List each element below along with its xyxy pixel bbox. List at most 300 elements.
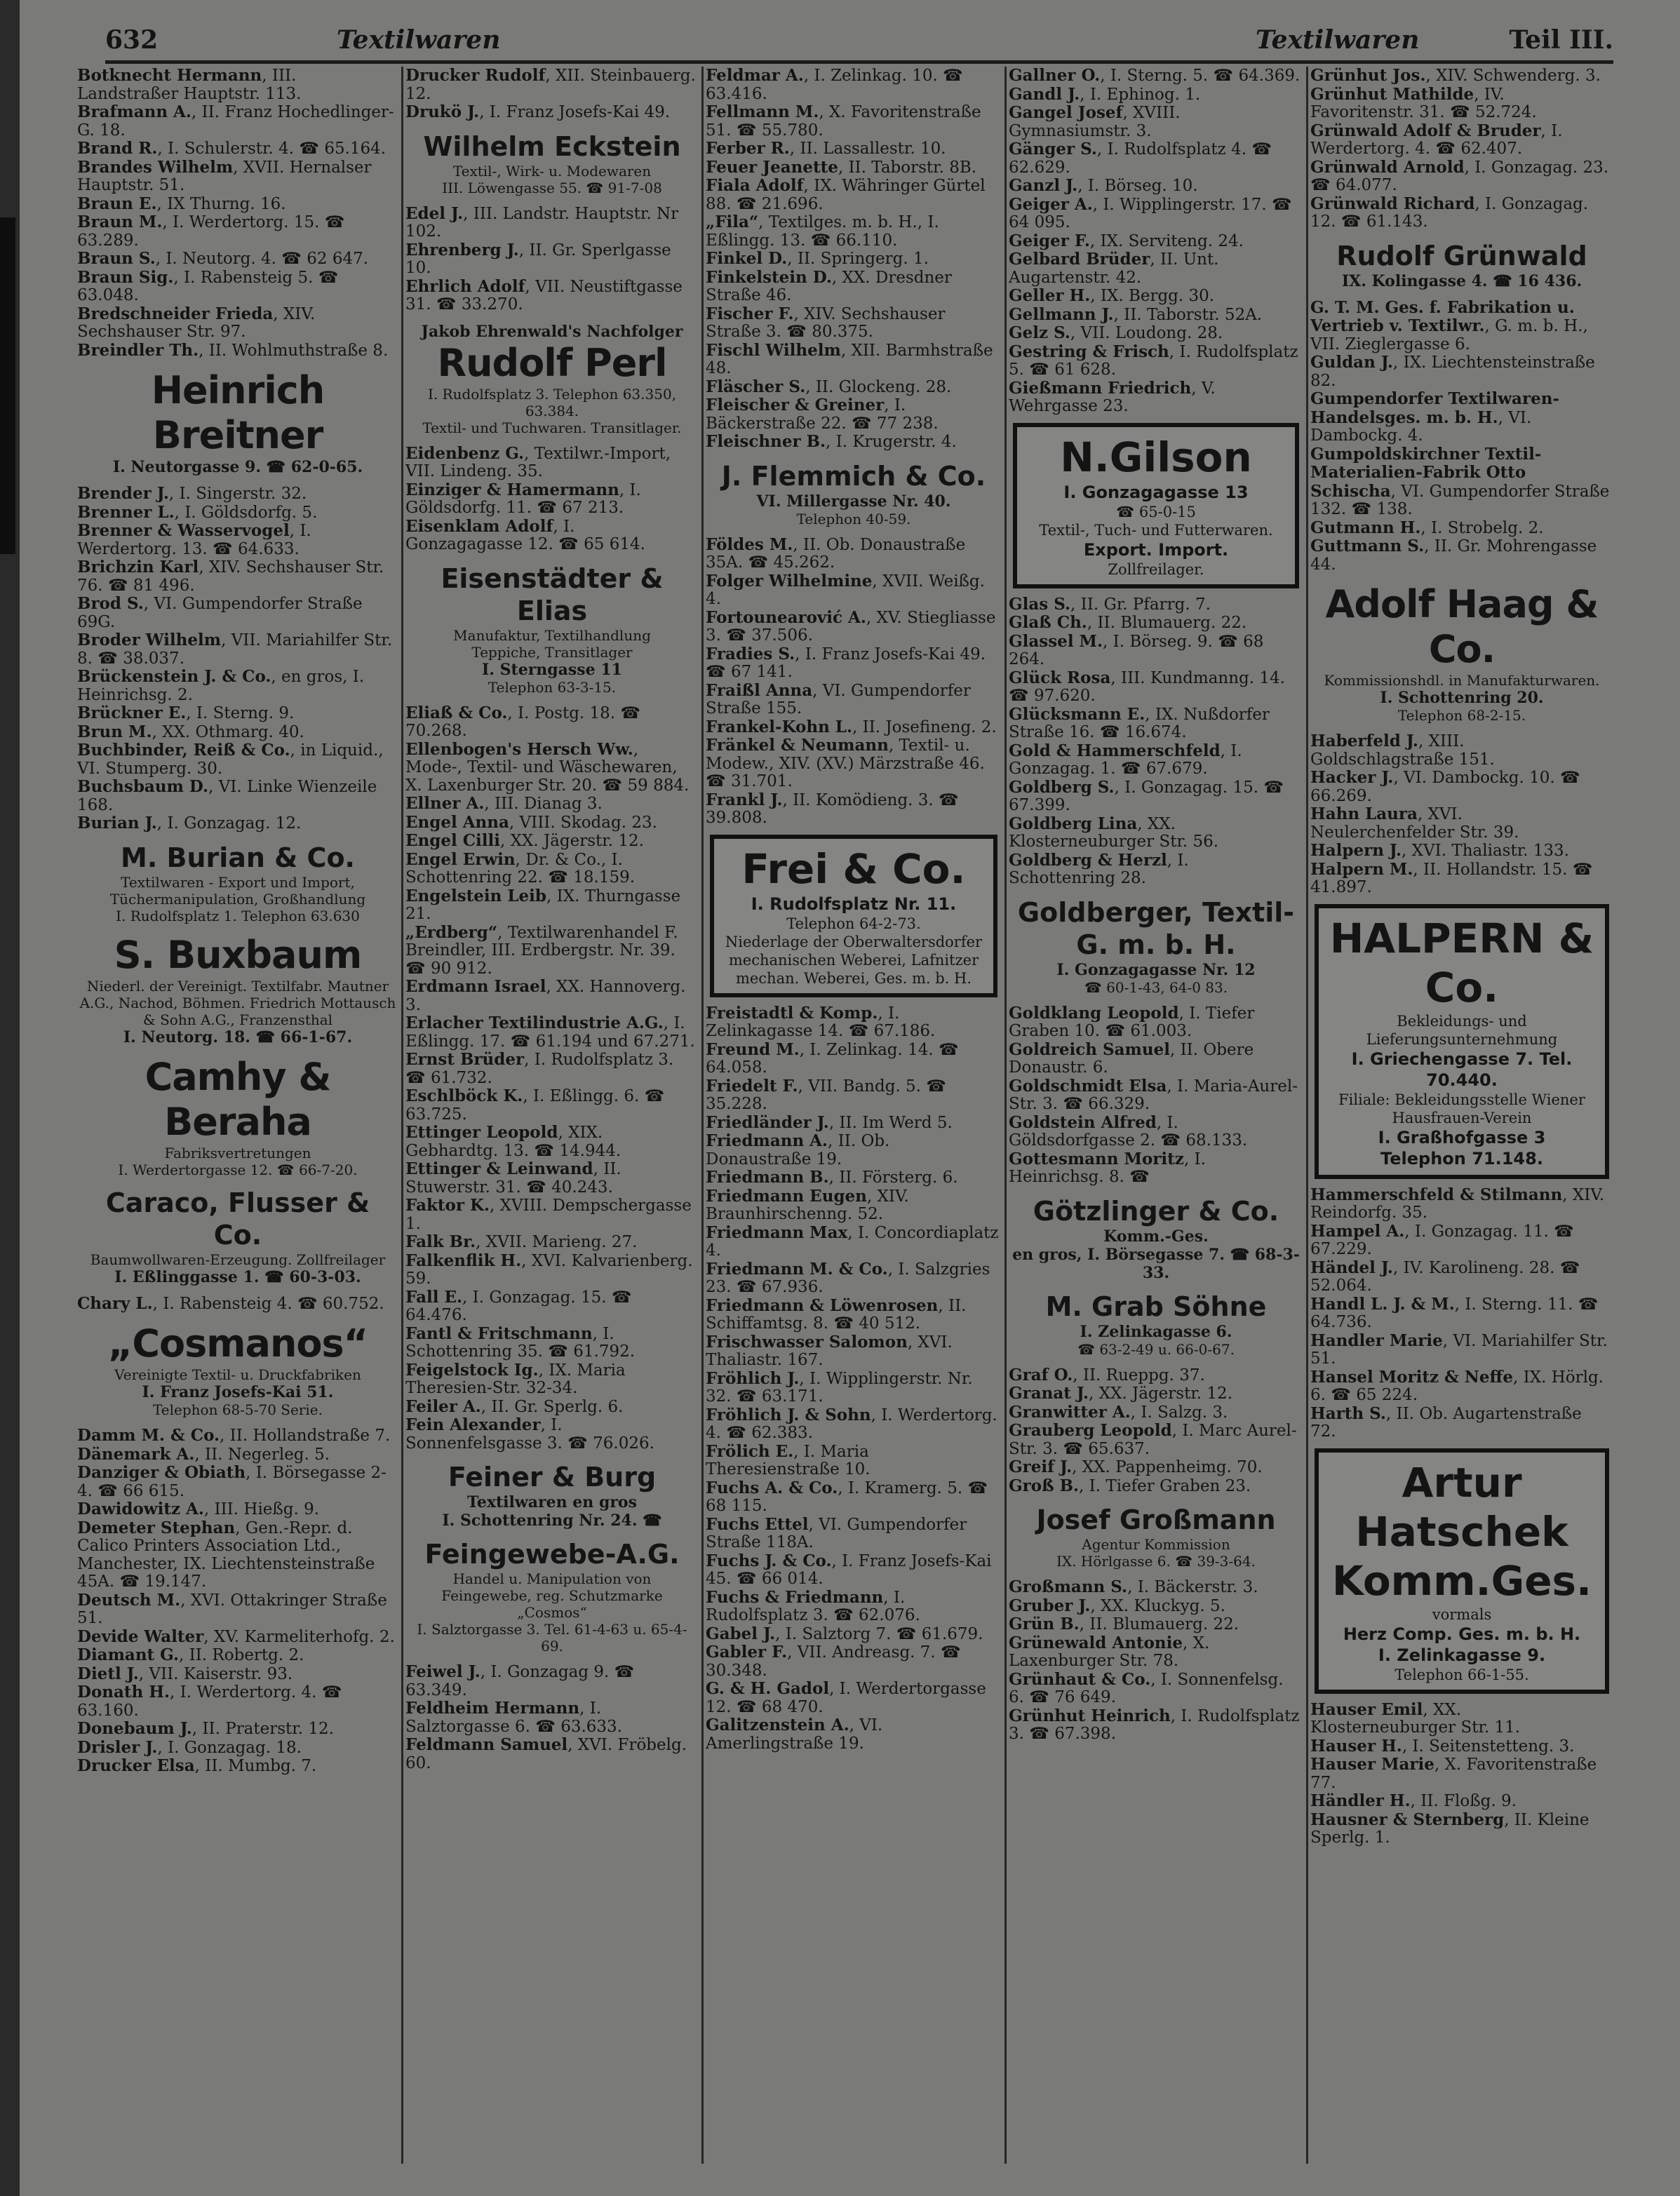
directory-entry <box>706 1004 999 1041</box>
ad-line: Caraco, Flusser & Co. <box>105 1187 370 1251</box>
advertisement <box>407 323 697 436</box>
directory-entry <box>1009 1041 1301 1077</box>
directory-entry <box>706 1187 999 1224</box>
entry-details: , XX. Pappenheimg. 70. <box>1072 1458 1263 1476</box>
entry-name: Feigelstock Ig. <box>405 1360 539 1380</box>
directory-entry <box>77 704 396 723</box>
entry-details: , II. Försterg. 6. <box>828 1168 958 1187</box>
directory-entry <box>77 741 396 778</box>
directory-entry <box>405 795 696 814</box>
entry-details: , I. Gonzagag. 11. ☎ 67.229. <box>1310 1222 1574 1258</box>
entry-details: , II. Stuwerstr. 31. ☎ 40.243. <box>405 1160 621 1197</box>
directory-entry <box>1009 196 1301 232</box>
directory-entry <box>405 1325 696 1361</box>
advertisement <box>1010 1504 1302 1570</box>
ad-line: M. Burian & Co. <box>121 842 355 873</box>
entry-name: Grünhut Mathilde <box>1310 84 1474 104</box>
entry-name: Ferber R. <box>706 139 790 158</box>
entry-name: Braun E. <box>77 194 157 213</box>
entry-name: Galitzenstein A. <box>706 1716 849 1734</box>
advertisement <box>79 1055 397 1178</box>
entry-details: , III. Hießg. 9. <box>203 1500 320 1518</box>
directory-entry <box>77 522 396 558</box>
ad-line: Eisenstädter & Elias <box>441 563 664 626</box>
directory-entry <box>405 1087 696 1124</box>
directory-entry <box>1009 633 1301 669</box>
entry-details: , II. Taborstr. 8B. <box>838 158 977 177</box>
entry-name: Eliaß & Co. <box>405 703 508 722</box>
directory-entry <box>706 1406 999 1443</box>
entry-details: , IX. Hörlg. 6. ☎ 65 224. <box>1310 1368 1604 1404</box>
entry-name: Hauser Emil <box>1310 1699 1423 1719</box>
entry-name: Fläscher S. <box>706 377 806 396</box>
entry-details: , I. Göldsdorfgasse 2. ☎ 68.133. <box>1009 1113 1248 1150</box>
entry-name: Diamant G. <box>77 1645 180 1664</box>
entry-details: , III. Landstr. Hauptstr. Nr 102. <box>405 204 679 241</box>
ad-line: I. Rudolfsplatz 3. Telephon 63.350, 63.384. <box>427 385 677 419</box>
entry-details: , IX. Serviteng. 24. <box>1089 231 1244 250</box>
directory-entry <box>1009 86 1301 105</box>
ad-line: Josef Großmann <box>1036 1504 1276 1535</box>
entry-details: , VII. Neustiftgasse 31. ☎ 33.270. <box>405 277 683 314</box>
entry-name: „Erdberg“ <box>405 922 498 942</box>
entry-details: , XX. Kluckyg. 5. <box>1090 1596 1225 1615</box>
ad-line: VI. Millergasse Nr. 40. <box>756 492 951 511</box>
book-spine-shadow-dark <box>0 217 15 554</box>
entry-name: Handl L. J. & M. <box>1310 1294 1455 1314</box>
directory-entry <box>405 481 696 518</box>
entry-details: , I. Werdertorgasse 12. ☎ 68 470. <box>706 1680 986 1716</box>
directory-entry <box>1310 1332 1611 1368</box>
ad-line: Kommissionshdl. in Manufakturwaren. <box>1324 672 1600 689</box>
entry-name: Donath H. <box>77 1683 170 1702</box>
directory-entry <box>77 1464 396 1500</box>
ad-line: Telephon 71.148. <box>1380 1148 1543 1168</box>
directory-entry <box>405 1124 696 1160</box>
entry-name: Frankel-Kohn L. <box>706 717 852 736</box>
entry-name: Fuchs & Friedmann <box>706 1587 884 1607</box>
entry-name: Fein Alexander <box>405 1415 541 1434</box>
directory-entry <box>706 1643 999 1680</box>
entry-details: , I. Göldsdorfg. 5. <box>174 503 318 522</box>
directory-entry <box>706 1260 999 1297</box>
entry-details: , I. Singerstr. 32. <box>168 485 307 503</box>
entry-name: Goldklang Leopold <box>1009 1003 1179 1023</box>
ad-line: Agentur Kommission <box>1082 1536 1230 1553</box>
directory-entry <box>77 485 396 504</box>
entry-name: Braun S. <box>77 249 156 268</box>
directory-entry <box>1009 1150 1301 1187</box>
directory-entry <box>706 1625 999 1644</box>
entry-details: , X. Laxenburger Str. 78. <box>1009 1633 1210 1670</box>
ad-line: Goldberger, Textil-G. m. b. H. <box>1017 896 1295 960</box>
ad-line: Textilwaren en gros <box>467 1493 637 1511</box>
ad-line: I. Werdertorgasse 12. ☎ 66-7-20. <box>118 1161 358 1178</box>
entry-name: Brichzin Karl <box>77 558 199 577</box>
directory-entry <box>1009 250 1301 287</box>
entry-name: Gandl J. <box>1009 84 1080 104</box>
directory-entry <box>405 1014 696 1051</box>
ad-line: Textil-, Tuch- und Futterwaren. <box>1039 521 1273 539</box>
directory-entry <box>77 504 396 523</box>
entry-name: Freistadtl & Komp. <box>706 1003 878 1023</box>
directory-entry <box>77 103 396 140</box>
entry-name: Deutsch M. <box>77 1590 181 1610</box>
entry-name: Engelstein Leib <box>405 886 547 905</box>
entry-details: , II. Negerleg. 5. <box>194 1445 330 1464</box>
entry-name: Braun Sig. <box>77 267 174 287</box>
directory-entry <box>706 177 999 213</box>
advertisement <box>79 933 397 1046</box>
entry-name: Goldberg S. <box>1009 777 1115 797</box>
entry-details: , II. Franz Hochedlinger-G. 18. <box>77 103 394 140</box>
entry-details: , I. Seitenstetteng. 3. <box>1402 1737 1575 1756</box>
ad-line: Telephon 68-2-15. <box>1397 707 1526 724</box>
page-header <box>105 21 1613 63</box>
ad-line: I. Sterngasse 11 <box>482 660 622 679</box>
directory-entry <box>1310 519 1611 538</box>
entry-details: , II. Gr. Sperlg. 6. <box>481 1397 624 1416</box>
entry-details: , Textil- u. Modew., XIV. (XV.) Märzstraße 46. ☎ 31.701. <box>706 736 985 790</box>
ad-line: M. Grab Söhne <box>1045 1291 1267 1322</box>
entry-name: Edel J. <box>405 203 464 223</box>
entry-details: , III. Landstraßer Hauptstr. 113. <box>77 67 302 103</box>
ad-line: en gros, I. Börsegasse 7. ☎ 68-3-33. <box>1012 1245 1300 1282</box>
entry-details: , I. Franz Josefs-Kai 45. ☎ 66 014. <box>706 1551 992 1588</box>
entry-name: Friedmann B. <box>706 1168 829 1187</box>
entry-details: , II. Robertg. 2. <box>179 1646 304 1664</box>
entry-details: , I. Franz Josefs-Kai 49. <box>479 103 671 121</box>
directory-entry <box>706 1077 999 1114</box>
entry-name: Brenner & Wasservogel <box>77 521 290 540</box>
directory-entry <box>1009 67 1301 86</box>
entry-details: , VII. Mariahilfer Str. 8. ☎ 38.037. <box>77 631 393 668</box>
ad-line: Zollfreilager. <box>1108 560 1204 578</box>
directory-entry <box>1009 1004 1301 1041</box>
directory-entry <box>706 140 999 159</box>
ad-line: Bekleidungs- und Lieferungsunternehmung <box>1366 1012 1558 1048</box>
directory-entry <box>706 103 999 140</box>
directory-entry <box>1310 390 1611 445</box>
directory-entry <box>706 1589 999 1625</box>
directory-entry <box>1009 379 1301 416</box>
advertisement <box>407 1538 697 1655</box>
directory-entry <box>77 213 396 250</box>
entry-details: , I. Salzg. 3. <box>1130 1403 1228 1422</box>
directory-entry <box>1009 669 1301 706</box>
advertisement <box>407 1461 697 1530</box>
entry-details: , I. Franz Josefs-Kai 49. ☎ 67 141. <box>706 645 986 681</box>
entry-name: Brenner L. <box>77 502 175 522</box>
ad-line: N.Gilson <box>1060 433 1252 481</box>
directory-entry <box>1009 1403 1301 1422</box>
directory-entry <box>77 1628 396 1647</box>
directory-entry <box>1009 140 1301 177</box>
entry-details: , VIII. Skodag. 23. <box>509 813 657 832</box>
directory-entry <box>77 1427 396 1446</box>
entry-name: Chary L. <box>77 1293 153 1313</box>
directory-entry <box>77 305 396 342</box>
entry-details: , I. Sterng. 5. ☎ 64.369. <box>1100 67 1301 85</box>
entry-name: Guttmann S. <box>1310 537 1425 555</box>
directory-entry <box>706 682 999 718</box>
entry-name: Gumpoldskirchner Textil-Materialien-Fabrik Otto Schischa <box>1310 444 1542 501</box>
entry-name: Grauberg Leopold <box>1009 1421 1172 1440</box>
directory-entry <box>405 814 696 833</box>
entry-name: Fröhlich J. & Sohn <box>706 1405 871 1424</box>
entry-details: , XIII. Goldschlagstraße 151. <box>1310 732 1495 769</box>
entry-name: Faktor K. <box>405 1196 490 1215</box>
entry-name: Gießmann Friedrich <box>1009 378 1192 398</box>
entry-name: Fortounearović A. <box>706 607 866 627</box>
ad-line: Vereinigte Textil- u. Druckfabriken <box>114 1366 361 1383</box>
entry-name: Brückner E. <box>77 703 187 722</box>
directory-entry <box>1009 177 1301 196</box>
entry-details: , I. Concordiaplatz 4. <box>706 1223 999 1260</box>
entry-name: Feiwel J. <box>405 1662 481 1681</box>
directory-entry <box>405 1361 696 1398</box>
directory-entry <box>706 736 999 791</box>
ad-line: III. Löwengasse 55. ☎ 91-7-08 <box>442 179 662 196</box>
entry-name: Dietl J. <box>77 1664 139 1683</box>
entry-details: , I. Rudolfsplatz 4. ☎ 62.629. <box>1009 140 1272 177</box>
entry-details: , I. Wipplingerstr. Nr. 32. ☎ 63.171. <box>706 1369 973 1406</box>
directory-entry <box>405 978 696 1014</box>
entry-name: Bredschneider Frieda <box>77 304 274 323</box>
directory-entry <box>405 278 696 314</box>
directory-entry <box>1009 851 1301 888</box>
entry-name: Frölich E. <box>706 1441 794 1461</box>
advertisement <box>1312 582 1612 724</box>
entry-details: , XVI. Neulerchenfelder Str. 39. <box>1310 805 1519 842</box>
entry-details: , IX. Währinger Gürtel 88. ☎ 21.696. <box>706 177 986 213</box>
entry-name: Gelz S. <box>1009 323 1070 342</box>
entry-details: , II. Praterstr. 12. <box>191 1720 334 1738</box>
entry-details: , I. Werdertorg. 13. ☎ 64.633. <box>77 522 311 558</box>
entry-name: Gestring & Frisch <box>1009 342 1169 361</box>
column-1 <box>77 67 398 2164</box>
ad-line: Filiale: Bekleidungsstelle Wiener Hausfrauen-Verein <box>1338 1091 1585 1126</box>
column-2 <box>405 67 699 2164</box>
directory-entry <box>77 558 396 595</box>
ad-line: Telephon 68-5-70 Serie. <box>152 1401 323 1418</box>
ad-line: I. Franz Josefs-Kai 51. <box>142 1383 334 1401</box>
entry-details: , I. Rudolfsplatz 5. ☎ 61 628. <box>1009 342 1298 379</box>
entry-name: Burian J. <box>77 814 157 833</box>
ad-line: Telephon 66-1-55. <box>1395 1666 1529 1683</box>
entry-name: Friedmann Max <box>706 1222 848 1242</box>
entry-details: , I. Gonzagagasse 12. ☎ 65 614. <box>405 517 645 553</box>
directory-entry <box>1009 1477 1301 1496</box>
entry-name: Hansel Moritz & Neffe <box>1310 1367 1513 1387</box>
directory-entry <box>1009 287 1301 306</box>
directory-entry <box>77 140 396 159</box>
entry-name: Haberfeld J. <box>1310 732 1418 750</box>
directory-entry <box>405 103 696 122</box>
directory-entry <box>706 213 999 250</box>
directory-entry <box>706 378 999 397</box>
directory-entry <box>1009 1615 1301 1634</box>
entry-name: Geller H. <box>1009 286 1091 305</box>
entry-details: , X. Favoritenstraße 77. <box>1310 1756 1597 1792</box>
entry-name: Fantl & Fritschmann <box>405 1323 593 1343</box>
entry-details: , I. Kramerg. 5. ☎ 68 115. <box>706 1478 988 1515</box>
directory-entry <box>706 269 999 305</box>
ad-line: I. Rudolfsplatz 1. Telephon 63.630 <box>116 907 360 924</box>
directory-entry <box>77 1446 396 1464</box>
entry-details: , I. Eßlingg. 17. ☎ 61.194 und 67.271. <box>405 1014 695 1051</box>
entry-details: , I. Werdertorg. 4. ☎ 63.160. <box>77 1683 342 1720</box>
entry-details: , XIV. Schwenderg. 3. <box>1425 67 1601 85</box>
entry-name: Grünewald Antonie <box>1009 1633 1183 1652</box>
entry-details: , XX. Hannoverg. 3. <box>405 978 686 1014</box>
entry-name: Grünhaut & Co. <box>1009 1669 1151 1689</box>
entry-details: , II. Springerg. 1. <box>787 250 929 268</box>
entry-name: Botknecht Hermann <box>77 67 262 85</box>
directory-entry <box>1310 1811 1611 1847</box>
directory-entry <box>1009 232 1301 251</box>
entry-name: Falkenflik H. <box>405 1251 522 1270</box>
entry-details: , I. Neutorg. 4. ☎ 62 647. <box>155 250 369 268</box>
entry-details: , II. Im Werd 5. <box>828 1113 953 1132</box>
directory-entry <box>77 1295 396 1314</box>
directory-entry <box>77 1500 396 1519</box>
entry-name: Glaß Ch. <box>1009 613 1087 632</box>
ad-line: I. Neutorg. 18. ☎ 66-1-67. <box>123 1028 353 1046</box>
entry-name: Danziger & Obiath <box>77 1463 246 1482</box>
entry-name: Drisler J. <box>77 1737 158 1757</box>
entry-name: Fellmann M. <box>706 102 819 121</box>
entry-details: , XII. Barmhstraße 48. <box>706 341 993 377</box>
entry-name: Grünwald Arnold <box>1310 157 1465 177</box>
entry-name: Ellner A. <box>405 794 485 813</box>
entry-details: , I. Schottenring 35. ☎ 61.792. <box>405 1324 636 1361</box>
entry-details: , I. Werdertorg. 4. ☎ 62.407. <box>1310 121 1563 158</box>
entry-name: Friedmann A. <box>706 1131 828 1150</box>
entry-details: , I. Zelinkag. 10. ☎ 63.416. <box>706 67 963 103</box>
directory-entry <box>1310 1737 1611 1756</box>
directory-entry <box>405 1398 696 1417</box>
directory-entry <box>1009 1458 1301 1477</box>
entry-name: Hauser Marie <box>1310 1755 1434 1774</box>
entry-name: Braun M. <box>77 213 163 231</box>
entry-name: Drukö J. <box>405 102 480 121</box>
ad-line: I. Zelinkagasse 6. <box>1080 1322 1232 1341</box>
directory-entry <box>77 195 396 214</box>
directory-entry <box>1310 1368 1611 1405</box>
entry-name: Buchsbaum D. <box>77 777 209 796</box>
directory-entry <box>405 1197 696 1233</box>
entry-name: Broder Wilhelm <box>77 631 222 649</box>
entry-details: , I. Sonnenfelsg. 6. ☎ 76 649. <box>1009 1670 1284 1706</box>
entry-name: Engel Cilli <box>405 831 500 850</box>
directory-entry <box>1009 1422 1301 1458</box>
entry-details: , XVII. Weißg. 4. <box>706 572 985 608</box>
directory-entry <box>706 1333 999 1370</box>
entry-name: Gelbard Brüder <box>1009 250 1150 269</box>
entry-details: , II. Schiffamtsg. 8. ☎ 40 512. <box>706 1296 967 1333</box>
directory-entry <box>405 887 696 924</box>
directory-entry <box>1009 104 1301 140</box>
directory-entry <box>1009 1634 1301 1671</box>
entry-details: , I. Salztorgasse 6. ☎ 63.633. <box>405 1699 622 1736</box>
advertisement <box>79 1321 397 1418</box>
entry-name: Frischwasser Salomon <box>706 1332 908 1352</box>
entry-name: Friedmann Eugen <box>706 1186 867 1206</box>
entry-details: , I. Heinrichsg. 8. ☎ <box>1009 1150 1206 1186</box>
entry-details: , II. Josefineng. 2. <box>852 718 997 736</box>
directory-entry <box>1310 1792 1611 1811</box>
ad-line: Komm.-Ges. <box>1103 1227 1209 1246</box>
ad-line: Teppiche, Transitlager <box>471 643 633 661</box>
ad-line: I. Schottenring Nr. 24. ☎ <box>442 1511 662 1530</box>
directory-entry <box>1009 706 1301 742</box>
directory-entry <box>405 1252 696 1288</box>
directory-entry <box>77 269 396 305</box>
entry-name: Graf O. <box>1009 1365 1073 1385</box>
directory-entry <box>1009 1707 1301 1744</box>
directory-entry <box>706 1479 999 1516</box>
ad-line: I. Neutorgasse 9. ☎ 62-0-65. <box>112 458 363 476</box>
entry-details: , I. Werdertorg. 4. ☎ 62.383. <box>706 1406 997 1442</box>
directory-entry <box>1310 861 1611 897</box>
entry-details: , IV. Favoritenstr. 31. ☎ 52.724. <box>1310 85 1537 121</box>
entry-details: , XV. Stiegliasse 3. ☎ 37.506. <box>706 608 996 645</box>
entry-details: , III. Kundmanng. 14. ☎ 97.620. <box>1009 668 1285 705</box>
entry-name: Engel Anna <box>405 812 509 832</box>
entry-name: Gellmann J. <box>1009 304 1114 324</box>
entry-details: , I. Rudolfsplatz 3. ☎ 62.076. <box>706 1588 920 1624</box>
entry-name: Fränkel & Neumann <box>706 736 889 755</box>
entry-details: , I. Gonzagag. 18. <box>157 1738 302 1757</box>
directory-entry <box>706 433 999 452</box>
entry-name: Gumpendorfer Textilwaren-Handelsges. m. b. H. <box>1310 389 1559 427</box>
entry-details: , I. Rudolfsplatz 3. ☎ 67.398. <box>1009 1706 1300 1743</box>
advertisement <box>1010 1195 1302 1282</box>
directory-entry <box>706 250 999 269</box>
ad-line: Artur Hatschek Komm.Ges. <box>1331 1458 1592 1605</box>
entry-details: , VI. Gumpendorfer Straße 118A. <box>706 1515 967 1551</box>
entry-details: , I. Werdertorg. 15. ☎ 63.289. <box>77 213 345 250</box>
entry-details: , Textilwr.-Import, VII. Lindeng. 35. <box>405 444 671 480</box>
directory-entry <box>77 1720 396 1739</box>
entry-name: Finkelstein D. <box>706 267 832 287</box>
ad-line: ☎ 65-0-15 <box>1116 503 1196 520</box>
directory-entry <box>706 1224 999 1260</box>
entry-name: Frankl J. <box>706 790 783 809</box>
directory-entry <box>706 1516 999 1552</box>
directory-entry <box>706 718 999 737</box>
ad-line: Rudolf Perl <box>437 340 667 385</box>
entry-details: , I. Tiefer Graben 10. ☎ 61.003. <box>1009 1004 1255 1040</box>
advertisement <box>1010 1291 1302 1358</box>
directory-entry <box>77 1646 396 1665</box>
directory-entry <box>1310 1222 1611 1259</box>
directory-entry <box>405 1699 696 1736</box>
entry-name: Hammerschfeld & Stilmann <box>1310 1185 1563 1204</box>
entry-details: , XVI. Ottakringer Straße 51. <box>77 1591 387 1627</box>
boxed-advertisement <box>710 835 997 997</box>
entry-details: , I. Marc Aurel-Str. 3. ☎ 65.637. <box>1009 1422 1297 1458</box>
entry-details: , I. Schottenring 28. <box>1009 851 1189 887</box>
entry-details: , I. Zelinkagasse 14. ☎ 67.186. <box>706 1004 936 1040</box>
directory-entry <box>706 1168 999 1187</box>
ad-line: Camhy & Beraha <box>145 1054 331 1144</box>
directory-entry <box>405 205 696 241</box>
entry-name: Brender J. <box>77 484 169 503</box>
entry-details: , I. Bäckerstr. 3. <box>1127 1578 1258 1596</box>
entry-name: Halpern M. <box>1310 859 1413 879</box>
